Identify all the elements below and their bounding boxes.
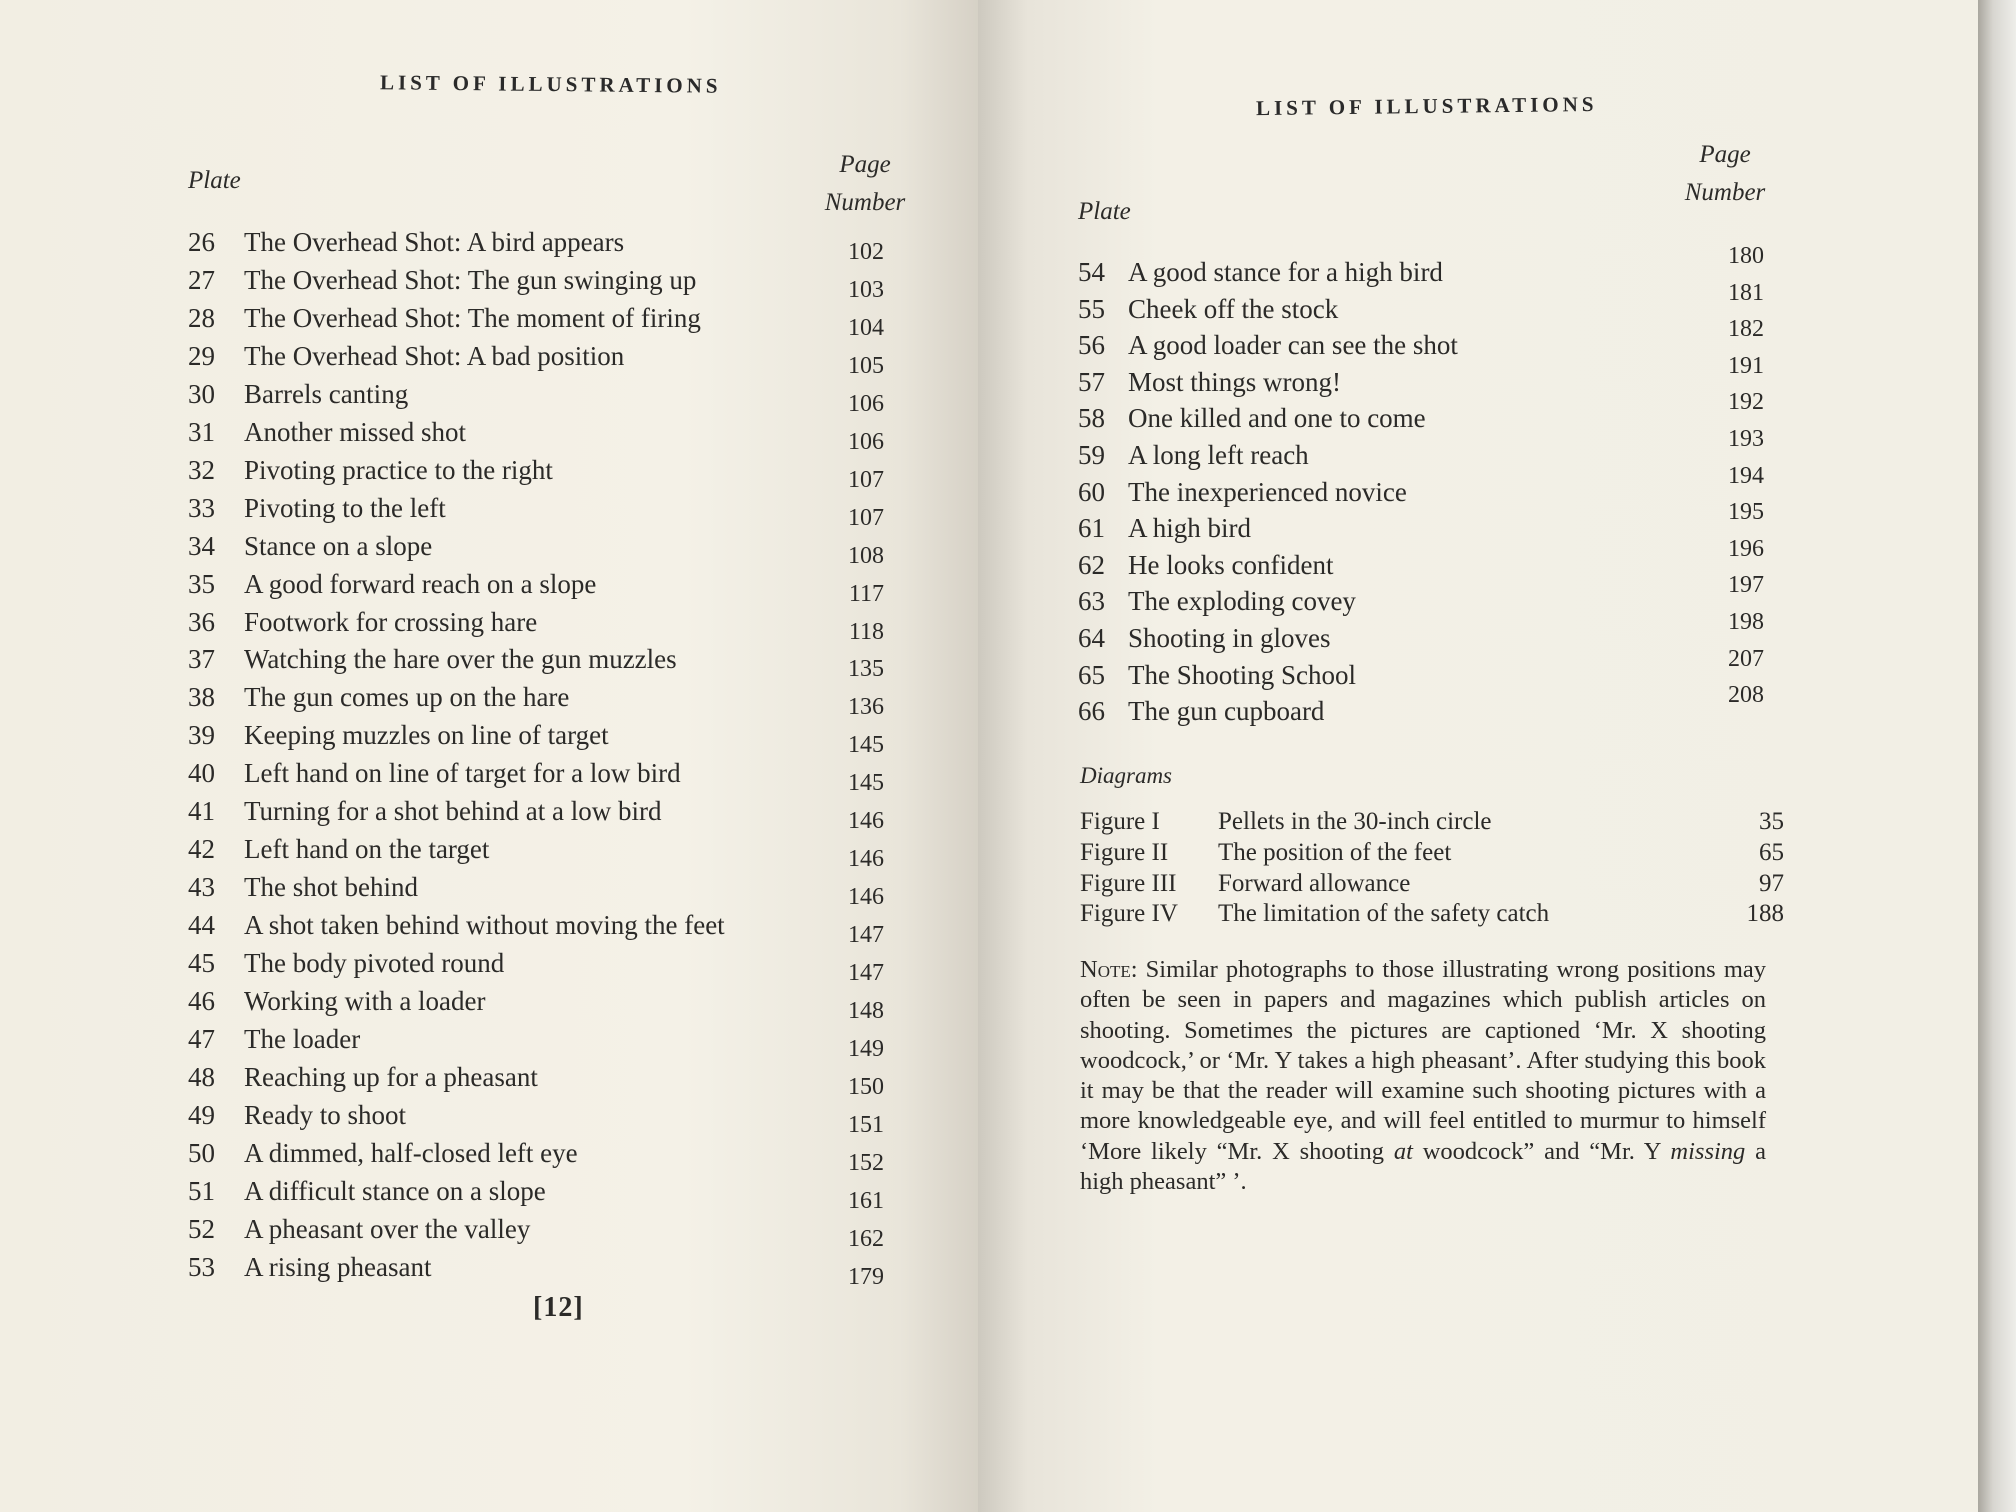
figure-title: Forward allowance: [1218, 869, 1411, 897]
plate-row: [188, 831, 908, 873]
plate-page-number: 146: [848, 808, 884, 835]
left-page-number-header: [820, 146, 910, 222]
plate-title: The Overhead Shot: A bird appears: [244, 227, 625, 257]
plate-title: A good stance for a high bird: [1128, 257, 1443, 287]
plate-number: 48: [188, 1061, 215, 1092]
plate-row: [1078, 535, 1778, 583]
figure-label: Figure I: [1080, 808, 1160, 835]
plate-row: [188, 1173, 908, 1214]
plate-row: [188, 528, 908, 569]
plate-row: [1078, 682, 1778, 729]
plate-row: [188, 452, 908, 493]
plate-page-number: 108: [848, 542, 884, 569]
plate-page-number: 107: [848, 504, 884, 531]
plate-number: 52: [188, 1213, 215, 1244]
figure-title: The position of the feet: [1218, 838, 1452, 866]
plate-number: 62: [1078, 549, 1105, 580]
plate-title: The loader: [244, 1023, 361, 1054]
plate-title: Cheek off the stock: [1128, 293, 1339, 324]
plate-number: 50: [188, 1137, 215, 1168]
plate-page-number: 197: [1728, 572, 1764, 599]
plate-row: [1078, 572, 1778, 619]
plate-page-number: 149: [848, 1035, 884, 1062]
plate-page-number: 191: [1728, 352, 1764, 379]
plate-title: The inexperienced novice: [1128, 476, 1407, 507]
plate-number: 26: [188, 227, 215, 257]
plate-number: 46: [188, 986, 215, 1016]
plate-title: The exploding covey: [1128, 586, 1356, 617]
plate-number: 51: [188, 1175, 215, 1206]
plate-row: [1078, 645, 1778, 693]
plate-row: [1078, 389, 1778, 436]
plate-page-number: 135: [848, 656, 884, 683]
plate-title: Pivoting practice to the right: [244, 454, 553, 485]
plate-row: [1078, 426, 1778, 473]
plate-page-number: 195: [1728, 499, 1764, 526]
plate-page-number: 105: [848, 352, 884, 379]
plate-number: 65: [1078, 659, 1105, 690]
plate-number: 49: [188, 1099, 215, 1130]
plate-row: [1078, 609, 1778, 656]
plate-number: 31: [188, 416, 215, 447]
plate-page-number: 181: [1728, 279, 1764, 306]
plate-number: 53: [188, 1251, 215, 1282]
plate-title: Left hand on the target: [244, 834, 490, 865]
plate-row: [188, 1211, 908, 1252]
left-running-head: LIST OF ILLUSTRATIONS: [379, 70, 722, 98]
plate-number: 39: [188, 720, 215, 751]
plate-page-number: 106: [848, 390, 884, 417]
page-folio: [12]: [533, 1292, 584, 1323]
plate-row: [188, 1135, 908, 1176]
plate-number: 37: [188, 644, 215, 675]
plate-number: 27: [188, 264, 215, 295]
plate-page-number: 196: [1728, 535, 1764, 562]
note-lead: Note:: [1080, 956, 1138, 983]
plate-title: The shot behind: [244, 872, 418, 903]
plate-title: Watching the hare over the gun muzzles: [244, 644, 677, 675]
plate-number: 66: [1078, 696, 1105, 727]
plate-number: 54: [1078, 257, 1105, 287]
note-paragraph: [1080, 955, 1766, 1197]
plate-page-number: 146: [848, 846, 884, 873]
plate-page-number: 162: [848, 1225, 884, 1252]
plate-title: The gun comes up on the hare: [244, 682, 570, 713]
figure-label: Figure IV: [1080, 900, 1178, 928]
plate-title: The gun cupboard: [1128, 696, 1325, 727]
figure-page-number: 188: [1746, 900, 1784, 928]
plate-number: 38: [188, 682, 215, 713]
plate-page-number: 146: [848, 884, 884, 911]
plate-page-number: 179: [848, 1263, 884, 1290]
plate-page-number: 208: [1728, 682, 1764, 709]
plate-row: [188, 1097, 908, 1138]
plate-number: 30: [188, 378, 215, 409]
figure-title: Pellets in the 30-inch circle: [1218, 808, 1492, 835]
page-header-line1: Page: [1699, 141, 1751, 168]
page-header-line2: Number: [1684, 179, 1766, 206]
plate-row: [1078, 462, 1778, 510]
plate-row: [188, 717, 908, 759]
plate-title: A dimmed, half-closed left eye: [244, 1137, 578, 1168]
plate-number: 58: [1078, 403, 1105, 434]
plate-row: [188, 679, 908, 721]
figure-label: Figure II: [1080, 838, 1169, 866]
plate-number: 45: [188, 948, 215, 979]
plate-title: Pivoting to the left: [244, 492, 446, 523]
plate-page-number: 151: [848, 1111, 884, 1138]
plate-row: [1078, 352, 1778, 400]
plate-title: Barrels canting: [244, 378, 409, 409]
plate-number: 56: [1078, 330, 1105, 361]
left-plate-header: Plate: [188, 167, 241, 194]
plate-title: Left hand on line of target for a low bird: [244, 758, 681, 789]
page-header-line2: Number: [824, 189, 906, 216]
plate-row: [188, 300, 908, 341]
plate-number: 55: [1078, 293, 1105, 324]
plate-number: 36: [188, 606, 215, 637]
plate-row: [188, 1059, 908, 1100]
plate-title: Stance on a slope: [244, 530, 433, 561]
plate-row: [1078, 243, 1778, 290]
plate-row: [188, 338, 908, 379]
plate-row: [188, 1249, 908, 1290]
plate-number: 64: [1078, 623, 1105, 653]
plate-number: 42: [188, 834, 215, 865]
figure-row: [1080, 837, 1784, 868]
plate-title: Another missed shot: [244, 416, 466, 447]
plate-page-number: 145: [848, 732, 884, 759]
plate-page-number: 104: [848, 314, 884, 341]
plate-page-number: 180: [1728, 243, 1764, 269]
plate-page-number: 136: [848, 694, 884, 721]
plate-number: 40: [188, 758, 215, 789]
plate-number: 59: [1078, 440, 1105, 470]
right-running-head: LIST OF ILLUSTRATIONS: [1255, 91, 1598, 121]
note-text: woodcock” and “Mr. Y: [1412, 1137, 1671, 1165]
plate-title: One killed and one to come: [1128, 403, 1426, 434]
plate-page-number: 192: [1728, 389, 1764, 416]
plate-title: Reaching up for a pheasant: [244, 1061, 538, 1092]
figure-row: [1080, 868, 1784, 899]
plate-title: The Shooting School: [1128, 659, 1356, 690]
plate-title: A good loader can see the shot: [1128, 330, 1458, 361]
right-page-number-header: [1680, 136, 1770, 212]
plate-page-number: 150: [848, 1073, 884, 1100]
plate-title: A high bird: [1128, 513, 1252, 544]
plate-page-number: 152: [848, 1149, 884, 1176]
plate-page-number: 147: [848, 922, 884, 949]
page-edge-background: [1978, 0, 2016, 1512]
plate-page-number: 107: [848, 466, 884, 493]
plate-page-number: 145: [848, 770, 884, 797]
figure-page-number: 35: [1759, 808, 1784, 835]
plate-title: Keeping muzzles on line of target: [244, 720, 609, 751]
plate-title: A difficult stance on a slope: [244, 1175, 546, 1206]
plate-row: [188, 414, 908, 455]
plate-row: [188, 907, 908, 949]
plate-row: [188, 1021, 908, 1062]
plate-title: A good forward reach on a slope: [244, 568, 597, 599]
plate-page-number: 147: [848, 960, 884, 987]
plate-title: A rising pheasant: [244, 1251, 432, 1282]
plate-number: 41: [188, 796, 215, 827]
plate-title: A shot taken behind without moving the feet: [244, 910, 725, 941]
plate-page-number: 117: [848, 580, 884, 607]
plate-row: [1078, 499, 1778, 546]
note-emphasis: at: [1393, 1137, 1413, 1165]
plate-number: 29: [188, 340, 215, 371]
plate-number: 47: [188, 1023, 215, 1054]
plate-row: [1078, 316, 1778, 363]
figure-row: [1080, 806, 1784, 837]
plate-title: Working with a loader: [244, 986, 486, 1016]
plate-page-number: 194: [1728, 462, 1764, 489]
plate-page-number: 161: [848, 1187, 884, 1214]
plate-page-number: 148: [848, 998, 884, 1024]
right-plate-header: Plate: [1078, 198, 1131, 225]
plate-page-number: 193: [1728, 426, 1764, 452]
plate-title: The body pivoted round: [244, 948, 505, 979]
plate-number: 61: [1078, 513, 1105, 544]
page-header-line1: Page: [839, 151, 891, 178]
plate-row: [188, 262, 908, 303]
plate-page-number: 103: [848, 276, 884, 303]
plate-page-number: 118: [848, 618, 884, 645]
note-text: Similar photographs to those illustrating wrong positions may often be seen in papers and magazines which publish articles on shooting. Sometimes the pictures are captioned ‘Mr. X shooting woodcock,’ or ‘Mr. Y takes a high pheasant’. After studying this book it may be that the reader will examine such shooting pictures with a more knowledgeable eye, and will feel entitled to murmur to himself ‘More likely “Mr. X shooting: [1080, 956, 1766, 1165]
plate-number: 32: [188, 454, 215, 485]
plate-title: Footwork for crossing hare: [244, 606, 538, 637]
plate-number: 35: [188, 568, 215, 599]
plate-number: 57: [1078, 366, 1105, 397]
plate-row: [1078, 279, 1778, 327]
plate-number: 63: [1078, 586, 1105, 617]
plate-row: [188, 566, 908, 607]
plate-number: 60: [1078, 476, 1105, 507]
plate-title: The Overhead Shot: A bad position: [244, 340, 625, 371]
plate-row: [188, 945, 908, 987]
plate-title: He looks confident: [1128, 549, 1334, 580]
plate-row: [188, 755, 908, 797]
plate-row: [188, 224, 908, 265]
plate-title: Most things wrong!: [1128, 366, 1342, 397]
plate-row: [188, 490, 908, 531]
plate-number: 28: [188, 302, 215, 333]
plate-title: Turning for a shot behind at a low bird: [244, 796, 662, 827]
note-text: a high pheasant” ’.: [1080, 1137, 1767, 1196]
plate-row: [188, 983, 908, 1024]
plate-row: [188, 604, 908, 645]
plate-page-number: 106: [848, 428, 884, 455]
plate-title: Ready to shoot: [244, 1099, 406, 1130]
note-emphasis: missing: [1670, 1137, 1746, 1165]
plate-row: [188, 793, 908, 835]
plate-number: 34: [188, 530, 215, 561]
plate-page-number: 198: [1728, 609, 1764, 635]
figure-page-number: 65: [1759, 838, 1784, 866]
plate-row: [188, 376, 908, 417]
plate-row: [188, 869, 908, 911]
figure-label: Figure III: [1080, 869, 1177, 897]
figure-page-number: 97: [1759, 869, 1784, 897]
plate-title: A pheasant over the valley: [244, 1213, 531, 1244]
plate-row: [188, 641, 908, 683]
plate-page-number: 207: [1728, 645, 1764, 672]
plate-page-number: 102: [848, 239, 884, 265]
plate-title: Shooting in gloves: [1128, 623, 1331, 653]
figure-title: The limitation of the safety catch: [1218, 900, 1550, 928]
plate-number: 44: [188, 910, 215, 941]
plate-title: The Overhead Shot: The gun swinging up: [244, 264, 697, 295]
diagrams-header: Diagrams: [1080, 763, 1173, 788]
plate-number: 33: [188, 492, 215, 523]
plate-number: 43: [188, 872, 215, 903]
plate-title: The Overhead Shot: The moment of firing: [244, 302, 701, 333]
figure-row: [1080, 898, 1784, 929]
plate-page-number: 182: [1728, 316, 1764, 343]
plate-title: A long left reach: [1128, 440, 1309, 470]
